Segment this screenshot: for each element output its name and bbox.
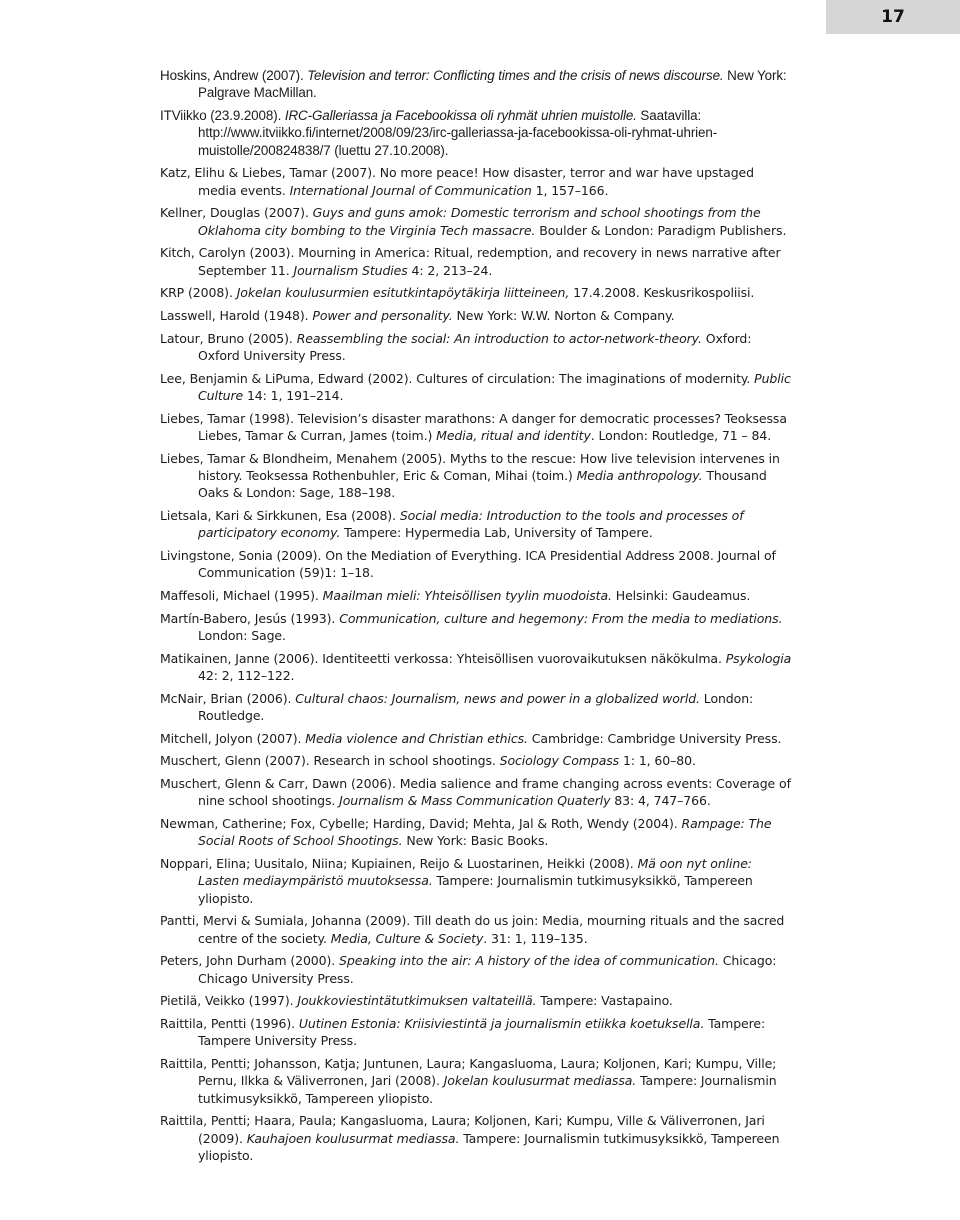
reference-entry-liebes2005 [160,450,792,502]
reference-title: Maailman mieli: Yhteisöllisen tyylin muodoista. [322,588,612,603]
reference-text: Cambridge: Cambridge University Press. [527,730,782,746]
reference-entry-krp [160,284,792,301]
reference-text: New York: W.W. Norton & Company. [452,308,675,323]
reference-entry-matikainen [160,650,792,685]
reference-text: Liebes, Tamar & Blondheim, Menahem (2005). Myths to the rescue: How live television intervenes in history. Teoksessa Rothenbuhler, Eric & Coman, Mihai (toim.) [160,450,780,483]
reference-title: Jokelan koulusurmat mediassa. [443,1073,637,1089]
reference-entry-livingstone [160,547,792,582]
reference-text: Raittila, Pentti; Haara, Paula; Kangasluoma, Laura; Koljonen, Kari; Kumpu, Ville & Väliverronen, Jari (2009). [160,1113,765,1146]
reference-entry-liebes1998 [160,410,792,445]
reference-title: Guys and guns amok: Domestic terrorism and school shootings from the Oklahoma city bombing to the Virginia Tech massacre. [198,205,761,238]
reference-entry-raittila2008 [160,1055,792,1107]
reference-text: Newman, Catherine; Fox, Cybelle; Harding, David; Mehta, Jal & Roth, Wendy (2004). [160,815,682,831]
reference-entry-raittila2009 [160,1112,792,1164]
reference-text: Mitchell, Jolyon (2007). [160,730,306,746]
reference-text: Muschert, Glenn & Carr, Dawn (2006). Media salience and frame changing across events: Coverage of nine school shootings. [160,775,791,809]
reference-title: Television and terror: Conflicting times and the crisis of news discourse. [307,68,724,83]
reference-text: . 31: 1, 119–135. [483,930,588,946]
reference-text: 14: 1, 191–214. [243,388,344,403]
reference-title: Joukkoviestintätutkimuksen valtateillä. [297,993,537,1009]
reference-entry-noppari [160,855,792,907]
reference-entry-raittila1996 [160,1015,792,1050]
reference-text: Livingstone, Sonia (2009). On the Mediation of Everything. ICA Presidential Address 2008. Journal of Communication (59)1: 1–18. [160,548,776,581]
reference-title: Psykologia [725,650,792,666]
reference-title: Journalism Studies [293,262,408,278]
reference-entry-kellner [160,204,792,239]
reference-title: Mä oon nyt online: Lasten mediaympäristö muutoksessa. [198,855,752,889]
reference-entry-martin [160,610,792,645]
reference-entry-newman [160,815,792,850]
reference-text: Kellner, Douglas (2007). [160,205,313,221]
reference-text: Tampere: Vastapaino. [536,993,673,1009]
reference-entry-muschert2006 [160,775,792,810]
reference-entry-hoskins [160,67,792,102]
reference-text: Liebes, Tamar (1998). Television’s disaster marathons: A danger for democratic processes? Teoksessa Liebes, Tamar & Curran, James (toim.) [160,410,787,443]
reference-text: Kitch, Carolyn (2003). Mourning in America: Ritual, redemption, and recovery in news narrative after September 11. [160,245,781,278]
reference-text: Tampere: Journalismin tutkimusyksikkö, Tampereen yliopisto. [198,1130,780,1163]
page-number: 17 [881,7,905,27]
reference-text: 1: 1, 60–80. [619,753,696,769]
reference-text: Tampere: Hypermedia Lab, University of Tampere. [340,525,653,541]
reference-entry-lietsala [160,507,792,542]
reference-text: 4: 2, 213–24. [407,262,493,278]
reference-text: Muschert, Glenn (2007). Research in school shootings. [160,753,500,769]
reference-text: Latour, Bruno (2005). [160,330,297,346]
reference-entry-lasswell [160,307,792,324]
reference-title: Power and personality. [312,308,453,323]
reference-text: Oxford: Oxford University Press. [198,330,752,363]
reference-text: Chicago: Chicago University Press. [198,953,777,986]
reference-title: Uutinen Estonia: Kriisiviestintä ja journalismin etiikka koetuksella. [298,1015,705,1031]
reference-text: Boulder & London: Paradigm Publishers. [535,222,787,238]
reference-text: Thousand Oaks & London: Sage, 188–198. [198,468,767,501]
reference-entry-muschert2007 [160,752,792,769]
reference-text: London: Routledge. [198,690,754,723]
reference-text: Raittila, Pentti (1996). [160,1015,299,1031]
reference-text: New York: Palgrave MacMillan. [198,68,787,101]
reference-title: Media, ritual and identity [436,428,591,443]
reference-text: Raittila, Pentti; Johansson, Katja; Juntunen, Laura; Kangasluoma, Laura; Koljonen, Kari; Kumpu, Ville; Pernu, Ilkka & Väliverronen, Jari (2008). [160,1055,777,1089]
reference-text: Tampere: Journalismin tutkimusyksikkö, Tampereen yliopisto. [198,1073,777,1106]
reference-title: Media anthropology. [576,468,703,483]
page-number-box [826,0,960,34]
reference-text: McNair, Brian (2006). [160,690,296,706]
reference-text: Maffesoli, Michael (1995). [160,588,323,603]
reference-text: Hoskins, Andrew (2007). [160,68,308,83]
reference-list [160,67,792,1170]
reference-title: Reassembling the social: An introduction to actor-network-theory. [296,330,702,346]
reference-text: Pietilä, Veikko (1997). [160,993,298,1009]
reference-title: Sociology Compass [499,753,620,769]
reference-title: Social media: Introduction to the tools and processes of participatory economy. [198,508,744,541]
reference-entry-mitchell [160,730,792,747]
reference-title: Kauhajoen koulusurmat mediassa. [246,1130,460,1146]
reference-title: Media, Culture & Society [330,930,484,946]
reference-text: 1, 157–166. [531,182,609,198]
reference-title: Media violence and Christian ethics. [305,730,528,746]
reference-title: Public Culture [198,370,791,403]
reference-entry-kitch [160,244,792,279]
reference-title: International Journal of Communication [289,182,532,198]
reference-text: Pantti, Mervi & Sumiala, Johanna (2009). Till death do us join: Media, mourning rituals and the sacred centre of the society. [160,913,785,946]
reference-text: ITViikko (23.9.2008). [160,108,285,123]
reference-text: Lee, Benjamin & LiPuma, Edward (2002). Cultures of circulation: The imaginations of modernity. [160,370,755,386]
reference-entry-latour [160,330,792,365]
reference-text: Tampere: Journalismin tutkimusyksikkö, Tampereen yliopisto. [198,873,753,906]
reference-text: Lietsala, Kari & Sirkkunen, Esa (2008). [160,508,400,523]
reference-title: Rampage: The Social Roots of School Shootings. [198,815,772,849]
reference-text: London: Sage. [198,628,286,643]
reference-text: Saatavilla: http://www.itviikko.fi/internet/2008/09/23/irc-galleriassa-ja-facebookissa-oli-ryhmat-uhrien-muistolle/200824838/7 (luettu 27.10.2008). [198,108,718,158]
reference-entry-lee [160,370,792,405]
reference-text: Peters, John Durham (2000). [160,953,340,969]
reference-title: Speaking into the air: A history of the idea of communication. [339,953,719,969]
reference-text: 83: 4, 747–766. [610,793,711,809]
reference-text: Martín-Babero, Jesús (1993). [160,610,340,626]
reference-entry-peters [160,952,792,987]
reference-entry-pantti [160,912,792,947]
reference-text: 42: 2, 112–122. [198,668,295,683]
reference-text: Lasswell, Harold (1948). [160,308,313,323]
reference-title: Cultural chaos: Journalism, news and power in a globalized world. [295,690,700,706]
reference-text: KRP (2008). [160,285,237,301]
reference-text: New York: Basic Books. [402,833,549,849]
reference-text: 17.4.2008. Keskusrikospoliisi. [569,285,755,301]
reference-entry-mcnair [160,690,792,725]
reference-entry-katz [160,164,792,199]
reference-text: . London: Routledge, 71 – 84. [590,428,772,443]
reference-entry-maffesoli [160,587,792,604]
reference-title: Journalism & Mass Communication Quaterly [339,793,611,809]
reference-text: Noppari, Elina; Uusitalo, Niina; Kupiainen, Reijo & Luostarinen, Heikki (2008). [160,855,638,871]
reference-entry-pietila [160,992,792,1009]
reference-text: Matikainen, Janne (2006). Identiteetti verkossa: Yhteisöllisen vuorovaikutuksen näkökulma. [160,650,726,666]
reference-text: Helsinki: Gaudeamus. [611,588,751,603]
reference-text: Tampere: Tampere University Press. [198,1015,766,1049]
reference-text: Katz, Elihu & Liebes, Tamar (2007). No more peace! How disaster, terror and war have upstaged media events. [160,165,754,198]
reference-title: Jokelan koulusurmien esitutkintapöytäkirja liitteineen, [236,285,570,301]
reference-title: Communication, culture and hegemony: From the media to mediations. [339,610,783,626]
reference-entry-itviikko [160,107,792,159]
reference-title: IRC-Galleriassa ja Facebookissa oli ryhmät uhrien muistolle. [284,108,637,123]
